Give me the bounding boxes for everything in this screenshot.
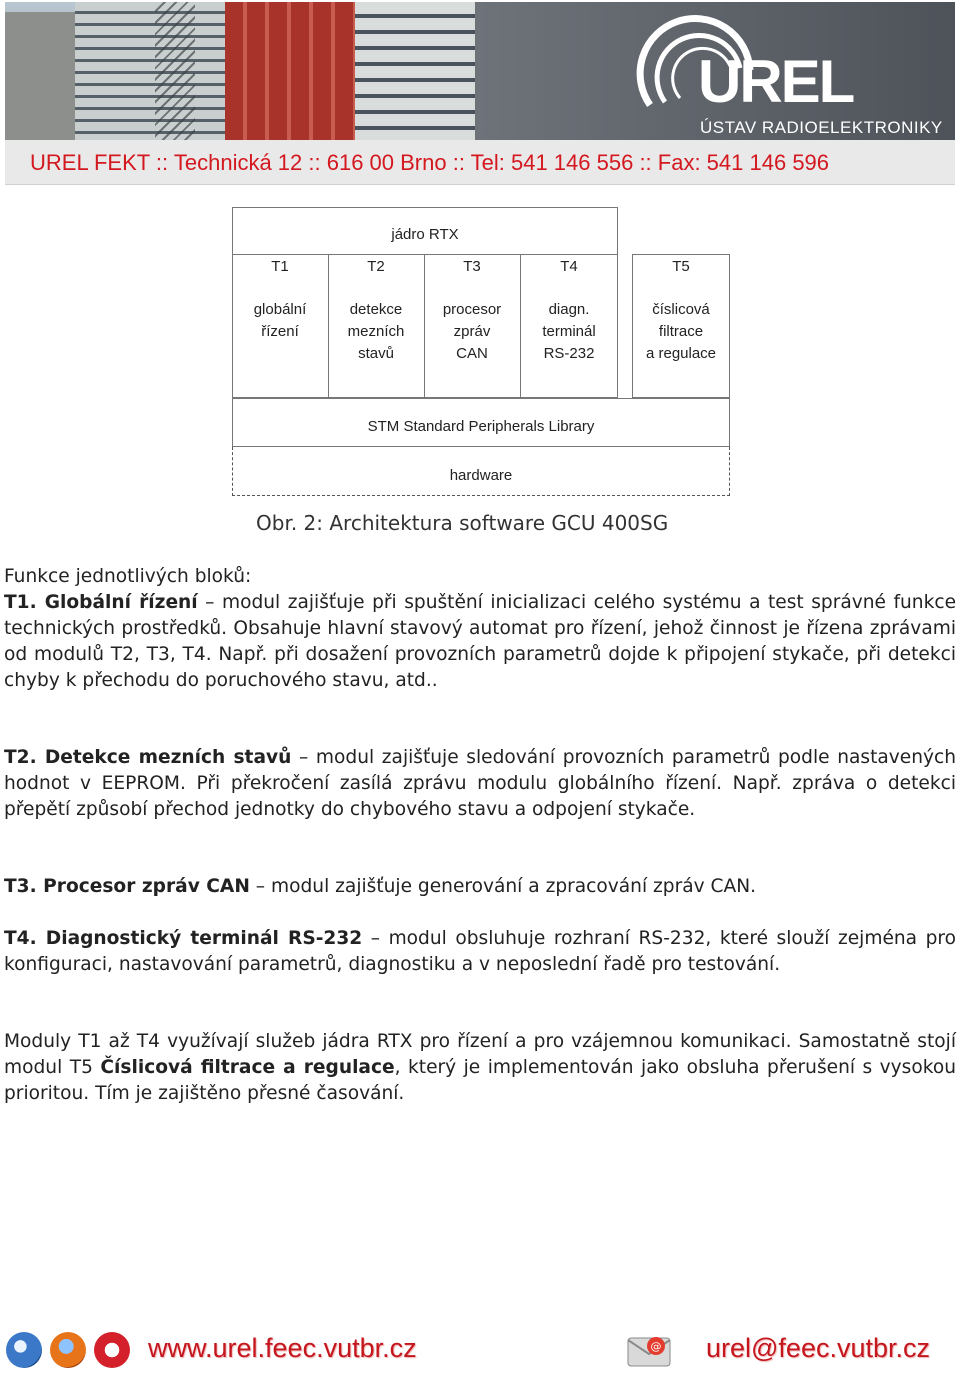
- t1-label: T1. Globální řízení: [4, 592, 198, 613]
- t2-text: – modul zajišťuje sledování provozních parametrů podle nastavených hodnot v EEPROM. Při překročení zasílá zprávu modulu globálního řízení. Např. zpráva o detekci přepětí způsobí přechod jednotky do chybového stavu a odpojení stykače.: [4, 747, 957, 820]
- intro-text: Funkce jednotlivých bloků:: [4, 566, 252, 587]
- task-desc-t3: procesor zpráv CAN: [442, 301, 502, 362]
- t1-text: – modul zajišťuje při spuštění inicializaci celého systému a test správné funkce technických prostředků. Obsahuje hlavní stavový automat pro řízení, jehož činnost je řízena zprávami od modulů T2, T3, T4. Např. při dosažení provozních parametrů dojde k připojení stykače, při detekci chyby k přechodu do poruchového stavu, atd..: [4, 592, 957, 691]
- t4-label: T4. Diagnostický terminál RS-232: [4, 928, 363, 949]
- t3-label: T3. Procesor zpráv CAN: [4, 876, 250, 897]
- t3-text: – modul zajišťuje generování a zpracování zpráv CAN.: [249, 876, 757, 897]
- task-desc-t5: číslicová filtrace a regulace: [645, 301, 717, 362]
- task-desc-t1: globální řízení: [253, 301, 307, 340]
- header-contact-line: UREL FEKT :: Technická 12 :: 616 00 Brno :: Tel: 541 146 556 :: Fax: 541 146 596: [30, 150, 830, 175]
- opera-icon: [94, 1332, 130, 1368]
- task-desc-t4: diagn. terminál RS-232: [542, 301, 596, 362]
- summary-text-b: , který je implementován jako obsluha přerušení s vysokou prioritou. Tím je zajištěno přesné časování.: [4, 1057, 956, 1104]
- task-desc-t2: detekce mezních stavů: [347, 301, 405, 362]
- task-id-t4: T4: [560, 258, 578, 275]
- rtx-label: jádro RTX: [391, 226, 459, 243]
- summary-bold: Číslicová filtrace a regulace: [100, 1057, 395, 1078]
- summary-text-a: Moduly T1 až T4 využívají služeb jádra RTX pro řízení a pro vzájemnou komunikaci. Samostatně stojí modul T5: [4, 1031, 956, 1078]
- hardware-label: hardware: [449, 467, 513, 484]
- figure-caption: Obr. 2: Architektura software GCU 400SG: [256, 511, 669, 535]
- t2-label: T2. Detekce mezních stavů: [4, 747, 292, 768]
- task-id-t3: T3: [463, 258, 481, 275]
- svg-text:@: @: [650, 1340, 662, 1353]
- logo-subtitle: ÚSTAV RADIOELEKTRONIKY: [700, 118, 943, 137]
- task-id-t1: T1: [271, 258, 289, 275]
- paragraph-t3: [4, 874, 956, 900]
- firefox-icon: [50, 1332, 86, 1368]
- footer-browser-icons: [0, 1328, 140, 1372]
- footer-web-link[interactable]: www.urel.feec.vutbr.cz: [148, 1333, 417, 1363]
- stm-library-label: STM Standard Peripherals Library: [367, 418, 595, 435]
- building-photo: [5, 2, 475, 140]
- task-id-t5: T5: [672, 258, 690, 275]
- paragraph-t4: [4, 926, 956, 978]
- paragraph-t2: [4, 745, 956, 823]
- t4-text: – modul obsluhuje rozhraní RS-232, které slouží zejména pro konfiguraci, nastavování parametrů, diagnostiku a v neposlední řadě pro testování.: [4, 928, 956, 975]
- footer-email-link[interactable]: urel@feec.vutbr.cz: [706, 1333, 931, 1363]
- paragraph-t1: [4, 590, 956, 694]
- logo-text: UREL: [698, 48, 854, 115]
- mail-icon: [626, 1334, 672, 1368]
- task-id-t2: T2: [367, 258, 385, 275]
- paragraph-summary: [4, 1029, 956, 1107]
- browser-icon-1: [6, 1332, 42, 1368]
